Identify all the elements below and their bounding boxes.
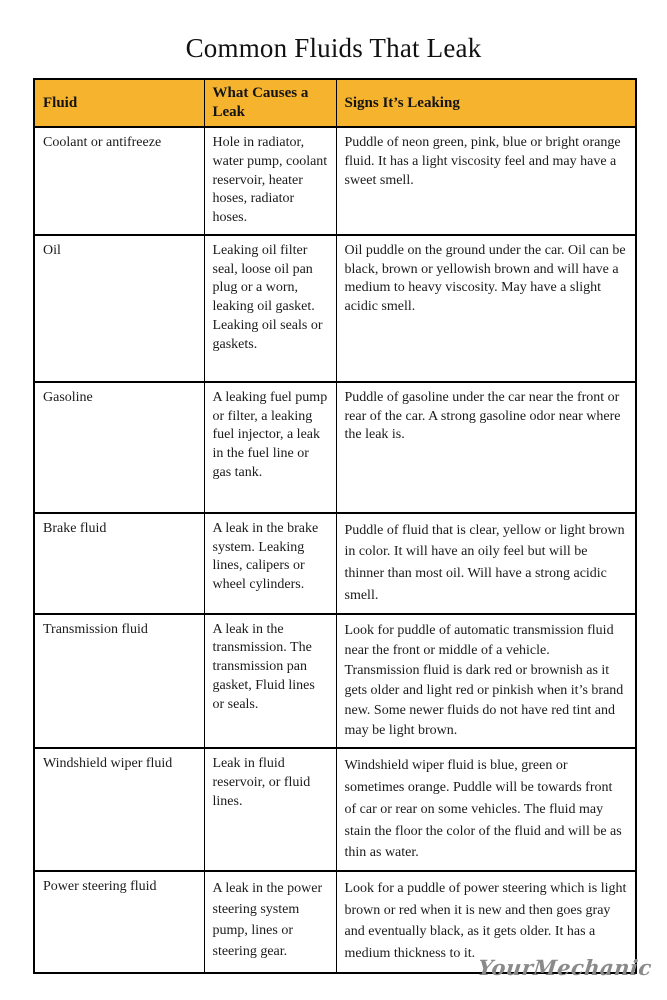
cell-fluid: Windshield wiper fluid bbox=[34, 748, 204, 870]
cell-cause: A leak in the transmission. The transmission pan gasket, Fluid lines or seals. bbox=[204, 614, 336, 749]
cell-fluid: Oil bbox=[34, 235, 204, 382]
yourmechanic-logo: YourMechanic bbox=[476, 955, 654, 980]
cell-fluid: Coolant or antifreeze bbox=[34, 127, 204, 235]
cell-cause: Leak in fluid reservoir, or fluid lines. bbox=[204, 748, 336, 870]
cell-cause: A leak in the power steering system pump, lines or steering gear. bbox=[204, 871, 336, 973]
cell-signs: Oil puddle on the ground under the car. Oil can be black, brown or yellowish brown and will have a medium to heavy viscosity. May have a slight acidic smell. bbox=[336, 235, 636, 382]
cell-fluid: Power steering fluid bbox=[34, 871, 204, 973]
table-row bbox=[34, 513, 636, 614]
column-header-cause: What Causes a Leak bbox=[204, 79, 336, 127]
table-row bbox=[34, 614, 636, 749]
column-header-signs: Signs It’s Leaking bbox=[336, 79, 636, 127]
cell-fluid: Gasoline bbox=[34, 382, 204, 513]
cell-fluid: Transmission fluid bbox=[34, 614, 204, 749]
table-row bbox=[34, 382, 636, 513]
cell-cause: A leaking fuel pump or filter, a leaking fuel injector, a leak in the fuel line or gas tank. bbox=[204, 382, 336, 513]
cell-fluid: Brake fluid bbox=[34, 513, 204, 614]
page-title: Common Fluids That Leak bbox=[185, 33, 482, 63]
header-row bbox=[34, 79, 636, 127]
cell-signs: Look for a puddle of power steering which is light brown or red when it is new and then goes gray and eventually black, as it gets older. It has a medium thickness to it. bbox=[336, 871, 636, 973]
fluids-table bbox=[33, 78, 637, 974]
cell-signs: Look for puddle of automatic transmission fluid near the front or middle of a vehicle. Transmission fluid is dark red or brownish as it gets older and light red or pinkish when it’s brand new. Some newer fluids do not have red tint and may be light brown. bbox=[336, 614, 636, 749]
cell-signs: Puddle of gasoline under the car near the front or rear of the car. A strong gasoline odor near where the leak is. bbox=[336, 382, 636, 513]
cell-cause: Leaking oil filter seal, loose oil pan plug or a worn, leaking oil gasket. Leaking oil seals or gaskets. bbox=[204, 235, 336, 382]
cell-signs: Puddle of fluid that is clear, yellow or light brown in color. It will have an oily feel but will be thinner than most oil. Will have a strong acidic smell. bbox=[336, 513, 636, 614]
cell-cause: A leak in the brake system. Leaking lines, calipers or wheel cylinders. bbox=[204, 513, 336, 614]
table-row bbox=[34, 127, 636, 235]
cell-signs: Windshield wiper fluid is blue, green or sometimes orange. Puddle will be towards front of car or rear on some vehicles. The fluid may stain the floor the color of the fluid and will be as thin as water. bbox=[336, 748, 636, 870]
cell-cause: Hole in radiator, water pump, coolant reservoir, heater hoses, radiator hoses. bbox=[204, 127, 336, 235]
table-row bbox=[34, 235, 636, 382]
column-header-fluid: Fluid bbox=[34, 79, 204, 127]
cell-signs: Puddle of neon green, pink, blue or bright orange fluid. It has a light viscosity feel and may have a sweet smell. bbox=[336, 127, 636, 235]
table-row bbox=[34, 748, 636, 870]
